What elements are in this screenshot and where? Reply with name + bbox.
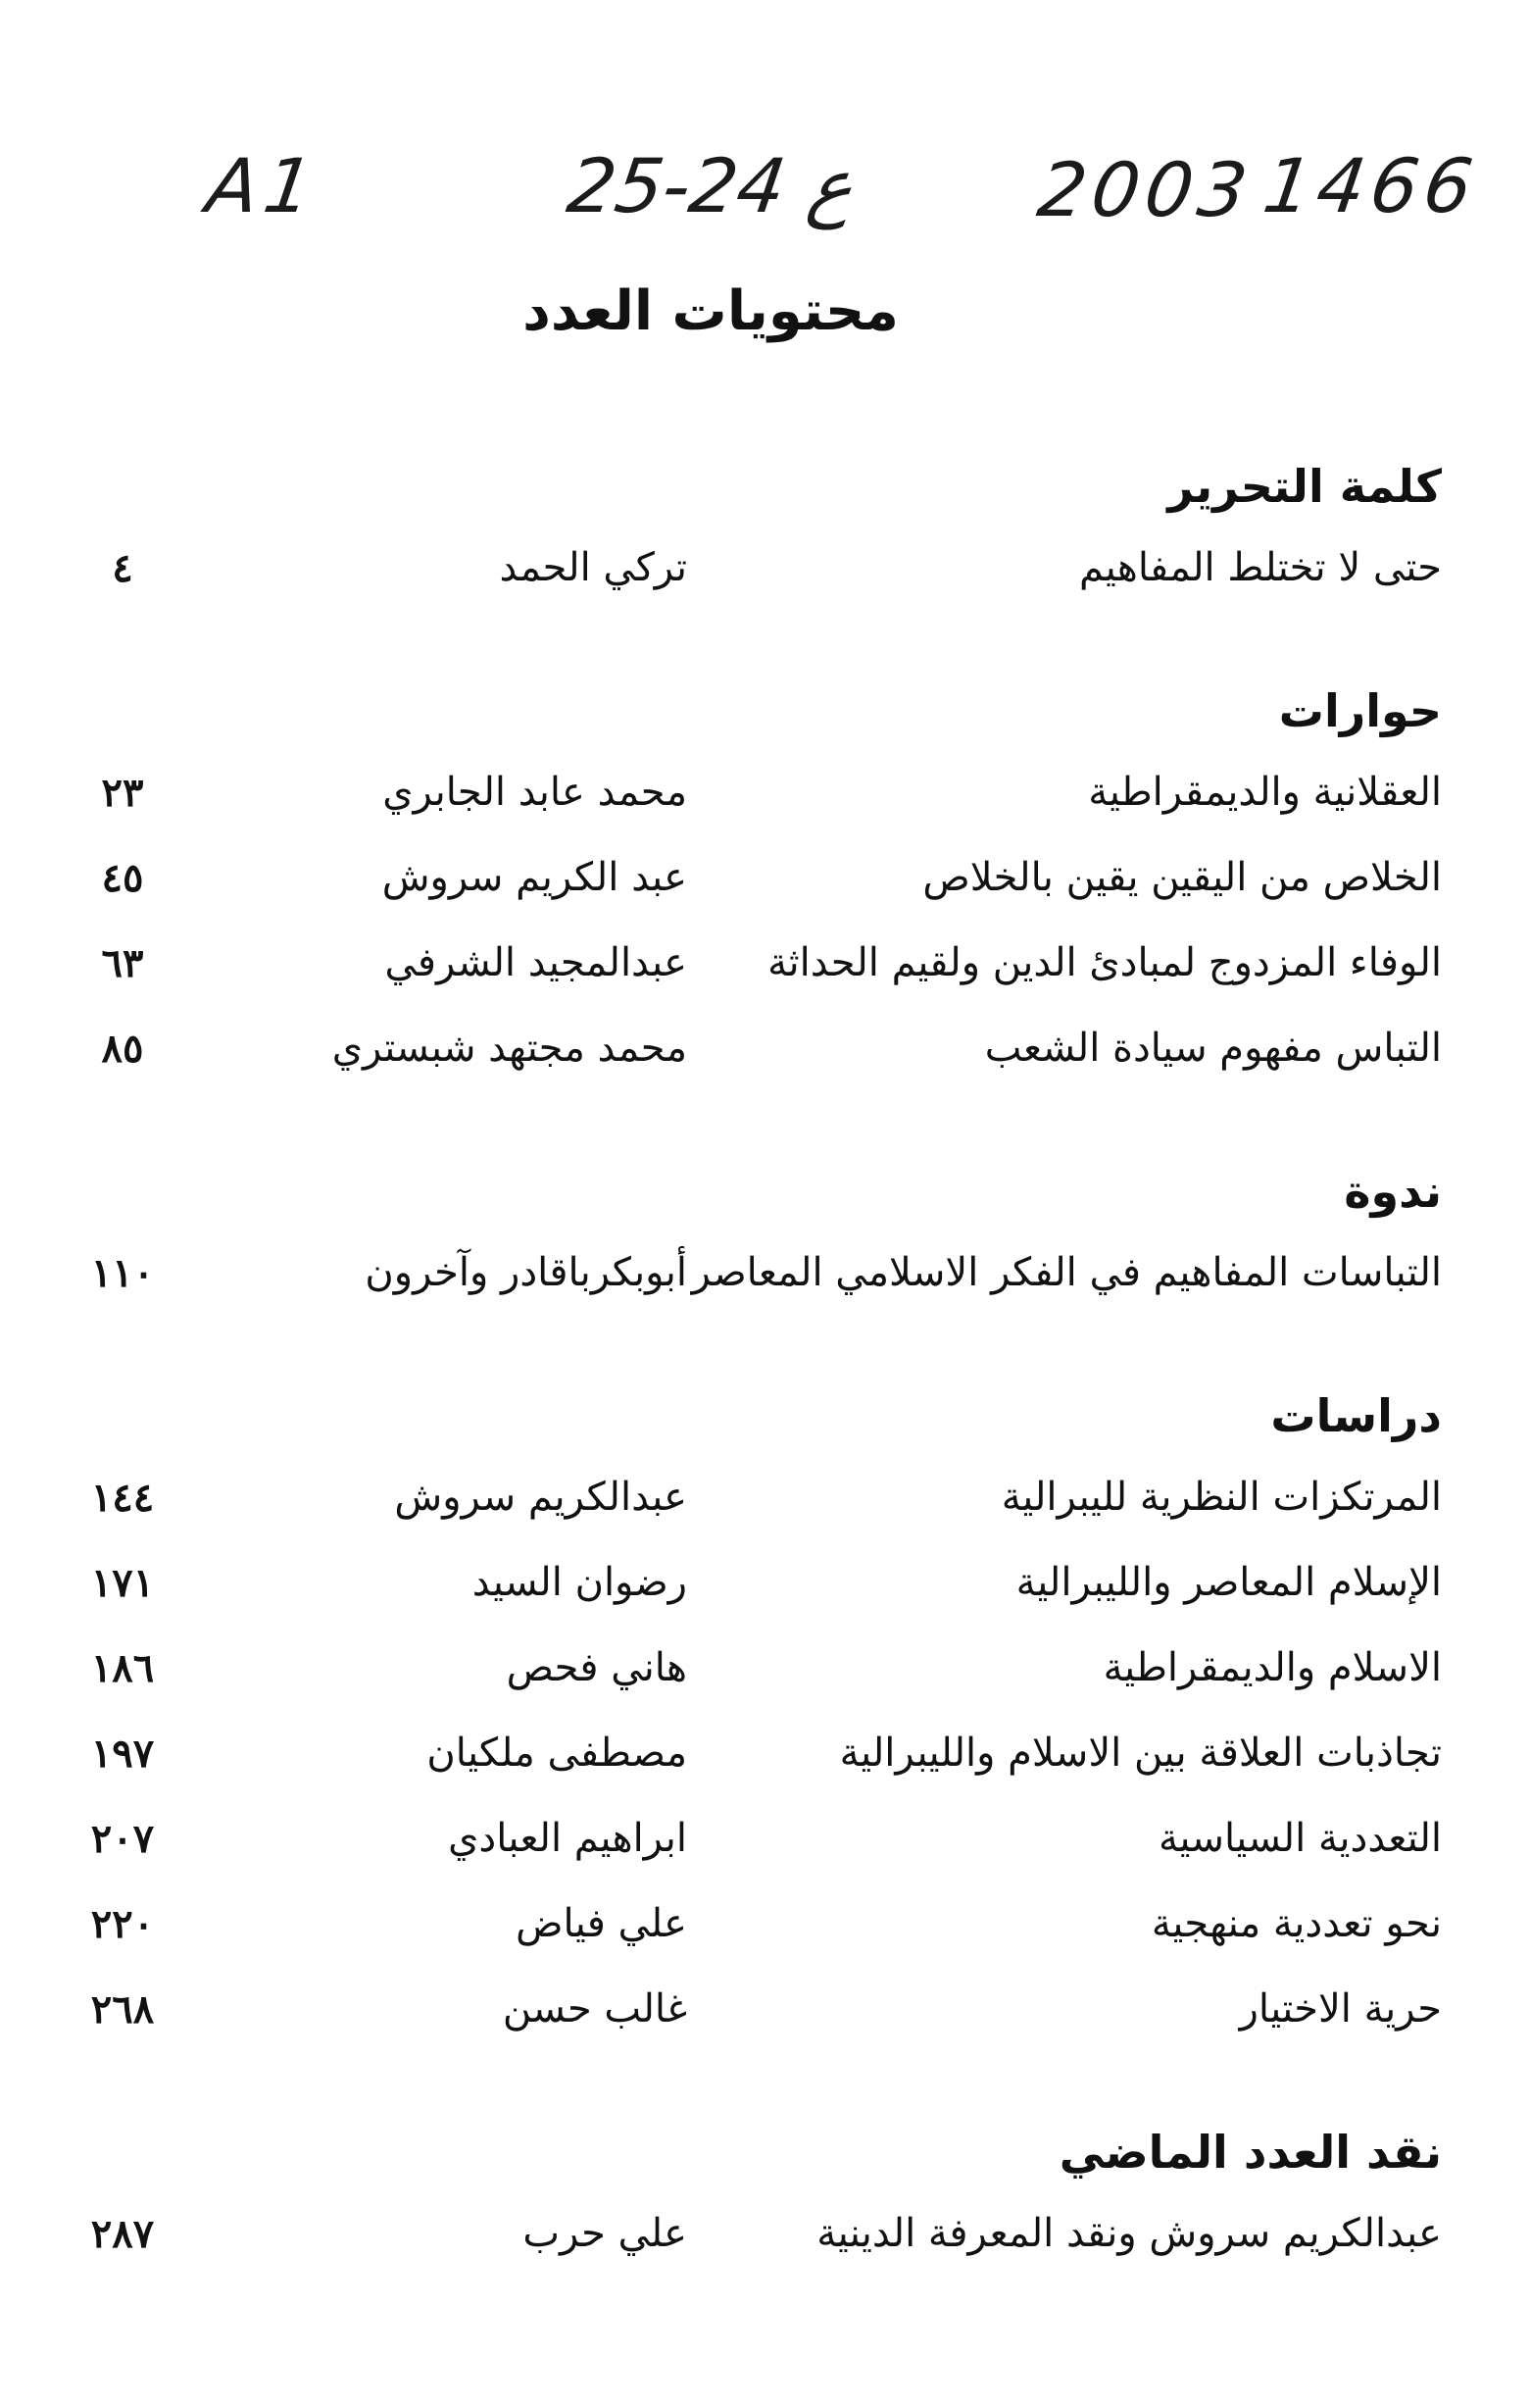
entry-title: حرية الاختيار — [1239, 1986, 1442, 2032]
entry-author: عبدالكريم سروش — [394, 1475, 687, 1520]
entry-title: عبدالكريم سروش ونقد المعرفة الدينية — [816, 2211, 1442, 2256]
entry-page-number: ٤٥ — [101, 855, 144, 901]
entry-author: عبد الكريم سروش — [381, 855, 687, 900]
toc-entry — [59, 921, 1442, 1006]
entry-title: الوفاء المزدوج لمبادئ الدين ولقيم الحداثة — [767, 940, 1442, 985]
section-heading: حوارات — [1278, 684, 1442, 737]
toc-entry — [59, 835, 1442, 921]
toc-section-studies — [59, 1380, 1442, 2052]
entry-author: محمد عابد الجابري — [382, 770, 687, 815]
entry-author: عبدالمجيد الشرفي — [384, 940, 687, 985]
entry-page-number: ١٤٤ — [90, 1475, 155, 1521]
toc-entry — [59, 1626, 1442, 1711]
entry-page-number: ١٩٧ — [90, 1731, 155, 1777]
entry-author: غالب حسن — [502, 1986, 687, 2032]
toc-entry — [59, 1967, 1442, 2052]
entry-title: التعددية السياسية — [1158, 1816, 1442, 1861]
entry-title: نحو تعددية منهجية — [1151, 1901, 1442, 1946]
toc-section-editorial — [59, 451, 1442, 611]
entry-title: التباس مفهوم سيادة الشعب — [984, 1026, 1442, 1071]
section-heading: نقد العدد الماضي — [1059, 2126, 1442, 2179]
entry-author: محمد مجتهد شبستري — [331, 1026, 687, 1071]
entry-page-number: ٢٦٨ — [90, 1986, 155, 2032]
entry-author: علي حرب — [522, 2211, 687, 2256]
toc-entry — [59, 1711, 1442, 1796]
entry-title: التباسات المفاهيم في الفكر الاسلامي المعاصر — [691, 1250, 1442, 1295]
toc-entry — [59, 1540, 1442, 1626]
toc-section-previous-issue-critique — [59, 2117, 1442, 2277]
entry-title: حتى لا تختلط المفاهيم — [1079, 545, 1442, 590]
toc-entry — [59, 526, 1442, 611]
entry-page-number: ٢٣ — [101, 770, 144, 816]
entry-author: رضوان السيد — [471, 1560, 687, 1605]
handwritten-hijri-year: 1466 — [1258, 142, 1484, 229]
entry-title: تجاذبات العلاقة بين الاسلام والليبرالية — [839, 1731, 1442, 1776]
toc-section-symposium — [59, 1156, 1442, 1316]
entry-title: الخلاص من اليقين يقين بالخلاص — [922, 855, 1442, 900]
entry-page-number: ٢٨٧ — [90, 2211, 155, 2257]
entry-page-number: ٢٠٧ — [90, 1816, 155, 1862]
entry-title: الاسلام والديمقراطية — [1103, 1645, 1442, 1690]
entry-author: علي فياض — [516, 1901, 687, 1946]
toc-entry — [59, 1881, 1442, 1967]
entry-page-number: ٦٣ — [101, 940, 144, 986]
entry-page-number: ٨٥ — [101, 1026, 144, 1072]
section-heading: كلمة التحرير — [1167, 460, 1442, 513]
handwritten-range: 25-24 ع — [562, 142, 860, 229]
entry-page-number: ١٨٦ — [90, 1645, 155, 1691]
section-heading: ندوة — [1344, 1165, 1442, 1218]
page-title: محتويات العدد — [522, 279, 899, 343]
entry-page-number: ٤ — [112, 545, 133, 591]
entry-page-number: ١١٠ — [90, 1250, 155, 1296]
toc-section-interviews — [59, 676, 1442, 1091]
table-of-contents — [59, 451, 1442, 2341]
entry-title: الإسلام المعاصر والليبرالية — [1015, 1560, 1442, 1605]
handwritten-code: A1 — [201, 142, 324, 229]
entry-author: ابراهيم العبادي — [448, 1816, 687, 1861]
handwritten-accession-note — [196, 132, 1484, 240]
toc-entry — [59, 2191, 1442, 2277]
entry-author: تركي الحمد — [499, 545, 687, 590]
entry-page-number: ١٧١ — [90, 1560, 155, 1606]
entry-author: مصطفى ملكيان — [426, 1731, 687, 1776]
toc-entry — [59, 1796, 1442, 1881]
entry-page-number: ٢٢٠ — [90, 1901, 155, 1947]
toc-entry — [59, 1006, 1442, 1091]
entry-author: أبوبكرباقادر وآخرون — [365, 1250, 687, 1295]
toc-entry — [59, 750, 1442, 835]
toc-entry — [59, 1455, 1442, 1540]
entry-title: المرتكزات النظرية لليبرالية — [1001, 1475, 1442, 1520]
entry-title: العقلانية والديمقراطية — [1088, 770, 1442, 815]
section-heading: دراسات — [1270, 1389, 1442, 1442]
entry-author: هاني فحص — [506, 1645, 687, 1690]
toc-entry — [59, 1230, 1442, 1316]
handwritten-year: 2003 — [1032, 146, 1259, 233]
